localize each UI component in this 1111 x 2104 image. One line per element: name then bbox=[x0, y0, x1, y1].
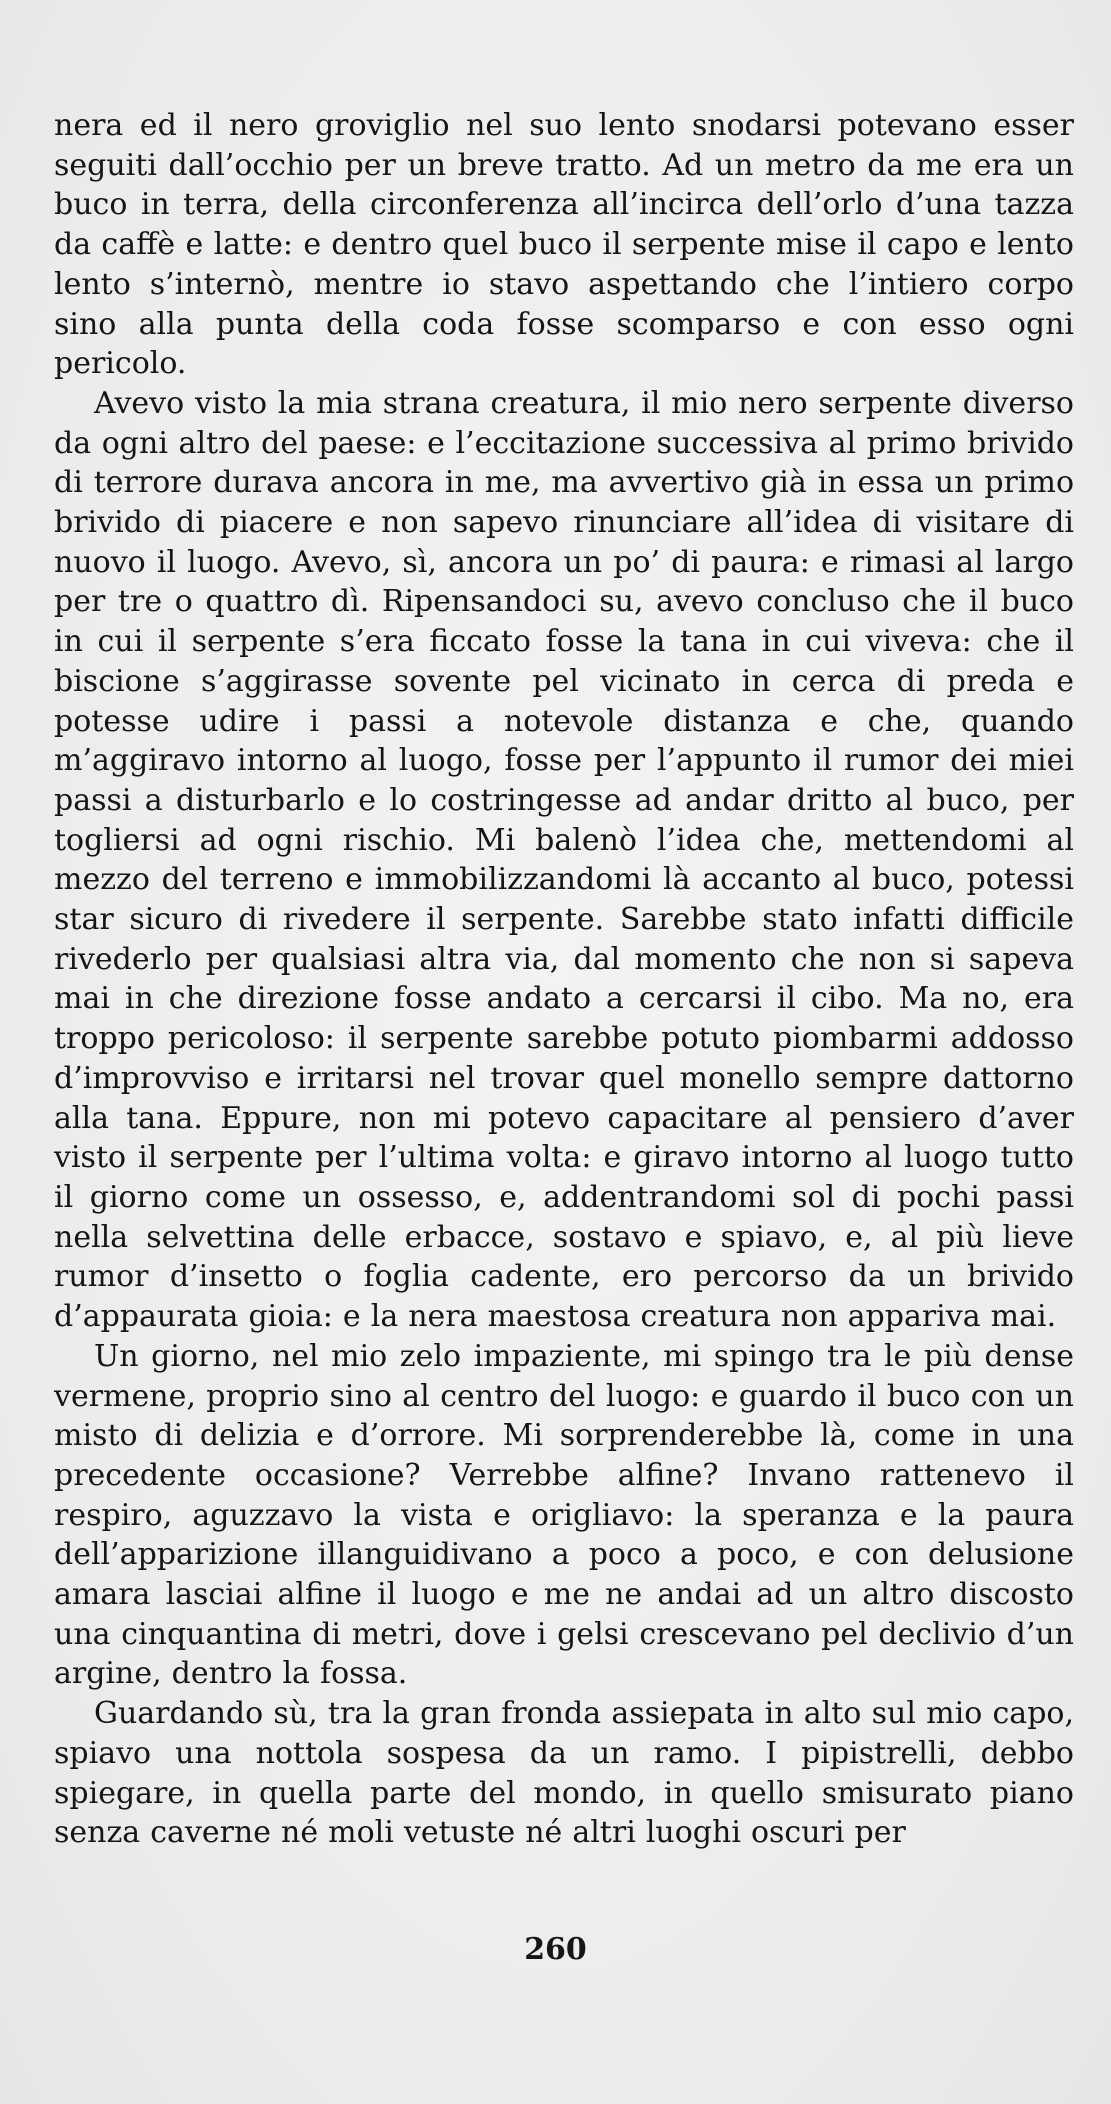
paragraph-4: Guardando sù, tra la gran fronda assiepata in alto sul mio capo, spiavo una nottola sospesa da un ramo. I pipistrelli, debbo spiegare, in quella parte del mondo, in quello smisurato piano senza caverne né moli vetuste né altri luoghi oscuri per bbox=[54, 1696, 1074, 1851]
paragraph-3: Un giorno, nel mio zelo impaziente, mi spingo tra le più dense vermene, proprio sino al centro del luogo: e guardo il buco con un misto di delizia e d’orrore. Mi sorprenderebbe là, come in una precedente occasione? Verrebbe alfine? Invano rattenevo il respiro, aguzzavo la vista e origliavo: la speranza e la paura dell’apparizione illanguidivano a poco a poco, e con delusione amara lasciai alfine il luogo e me ne andai ad un altro discosto una cinquantina di metri, dove i gelsi crescevano pel declivio d’un argine, dentro la fossa. bbox=[54, 1338, 1074, 1692]
paragraph-1: nera ed il nero groviglio nel suo lento snodarsi potevano esser seguiti dall’occhio per un breve tratto. Ad un metro da me era un buco in terra, della circonferenza all’incirca dell’orlo d’una tazza da caffè e latte: e dentro quel buco il serpente mise il capo e lento lento s’internò, mentre io stavo aspettando che l’intiero corpo sino alla punta della coda fosse scomparso e con esso ogni pericolo. bbox=[54, 108, 1074, 382]
page-number: 260 bbox=[524, 1932, 587, 1967]
paragraph-2: Avevo visto la mia strana creatura, il mio nero serpente diverso da ogni altro del paese: e l’eccitazione successiva al primo brivido di terrore durava ancora in me, ma avvertivo già in essa un primo brivido di piacere e non sapevo rinunciare all’idea di visitare di nuovo il luogo. Avevo, sì, ancora un po’ di paura: e rimasi al largo per tre o quattro dì. Ripensandoci su, avevo concluso che il buco in cui il serpente s’era ficcato fosse la tana in cui viveva: che il biscione s’aggirasse sovente pel vicinato in cerca di preda e potesse udire i passi a notevole distanza e che, quando m’aggiravo intorno al luogo, fosse per l’appunto il rumor dei miei passi a disturbarlo e lo costringesse ad andar dritto al buco, per togliersi ad ogni rischio. Mi balenò l’idea che, mettendomi al mezzo del terreno e immobilizzandomi là accanto al buco, potessi star sicuro di rivedere il serpente. Sarebbe stato infatti difficile rivederlo per qualsiasi altra via, dal momento che non si sapeva mai in che direzione fosse andato a cercarsi il cibo. Ma no, era troppo pericoloso: il serpente sarebbe potuto piombarmi addosso d’improvviso e irritarsi nel trovar quel monello sempre dattorno alla tana. Eppure, non mi potevo capacitare al pensiero d’aver visto il serpente per l’ultima volta: e giravo intorno al luogo tutto il giorno come un ossesso, e, addentrandomi sol di pochi passi nella selvettina delle erbacce, sostavo e spiavo, e, al più lieve rumor d’insetto o foglia cadente, ero percorso da un brivido d’appaurata gioia: e la nera maestosa creatura non appariva mai. bbox=[54, 385, 1074, 1335]
body-text bbox=[54, 106, 1074, 1853]
